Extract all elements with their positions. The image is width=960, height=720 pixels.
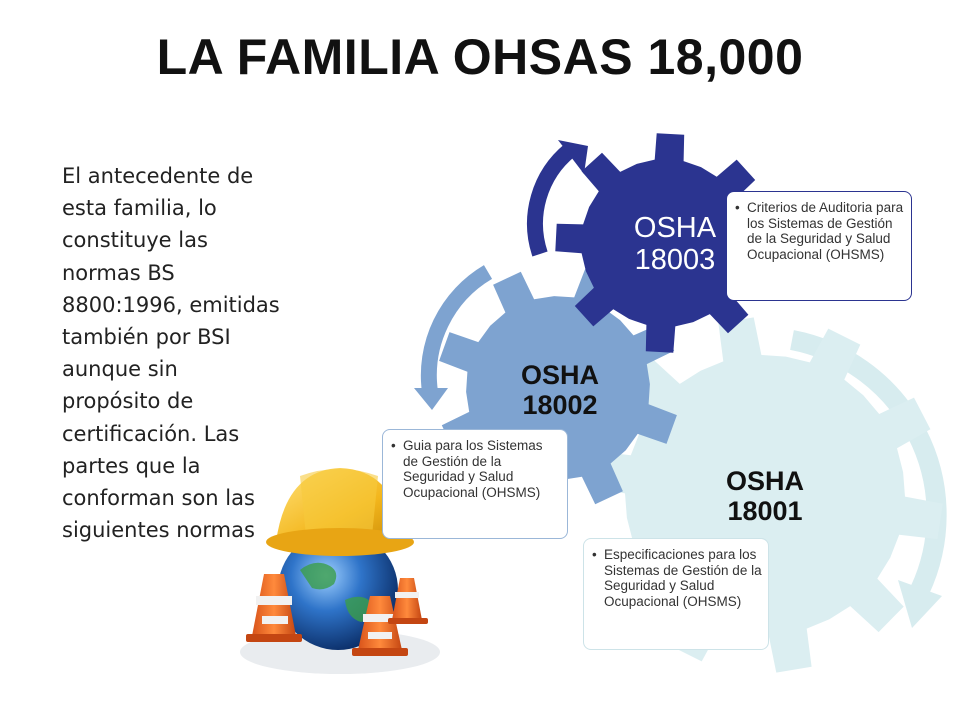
gear-18003-line1: OSHA bbox=[633, 212, 717, 244]
callout-18001 bbox=[583, 538, 769, 650]
callout-18003 bbox=[726, 191, 912, 301]
intro-line: aunque sin bbox=[62, 357, 178, 382]
callout-18002 bbox=[382, 429, 568, 539]
callout-18003-text: Criterios de Auditoria para los Sistemas de Gestión de la Seguridad y Salud Ocupacional (OHSMS) bbox=[747, 200, 904, 262]
intro-line: siguientes normas bbox=[62, 518, 255, 543]
gear-18001-line2: 18001 bbox=[727, 496, 803, 527]
arrow-head-mid bbox=[414, 388, 448, 410]
gear-label-18002 bbox=[490, 360, 630, 420]
intro-line: partes que la bbox=[62, 453, 201, 478]
intro-line: normas BS bbox=[62, 260, 175, 285]
intro-line: constituye las bbox=[62, 228, 208, 253]
gear-18001-line1: OSHA bbox=[725, 466, 804, 496]
gear-18003-line2: 18003 bbox=[634, 244, 716, 277]
intro-line: certificación. Las bbox=[62, 421, 240, 446]
intro-line: propósito de bbox=[62, 389, 194, 414]
gear-label-18001 bbox=[700, 466, 830, 526]
intro-line: El antecedente de bbox=[62, 164, 254, 188]
intro-line: esta familia, lo bbox=[62, 196, 217, 221]
slide-title: LA FAMILIA OHSAS 18,000 bbox=[156, 29, 804, 85]
gear-18002-line1: OSHA bbox=[520, 360, 599, 390]
gear-label-18003 bbox=[610, 212, 740, 277]
intro-line: también por BSI bbox=[62, 325, 231, 350]
intro-line: 8800:1996, emitidas bbox=[62, 292, 280, 317]
callout-18001-text: Especificaciones para los Sistemas de Gestión de la Seguridad y Salud Ocupacional (OHSMS) bbox=[604, 547, 762, 609]
bullet-icon: • bbox=[391, 438, 396, 453]
bullet-icon: • bbox=[735, 200, 740, 215]
bullet-icon: • bbox=[592, 547, 597, 562]
intro-line: conforman son las bbox=[62, 486, 255, 511]
gear-18002-line2: 18002 bbox=[522, 390, 598, 421]
callout-18002-text: Guia para los Sistemas de Gestión de la Seguridad y Salud Ocupacional (OHSMS) bbox=[403, 438, 543, 500]
